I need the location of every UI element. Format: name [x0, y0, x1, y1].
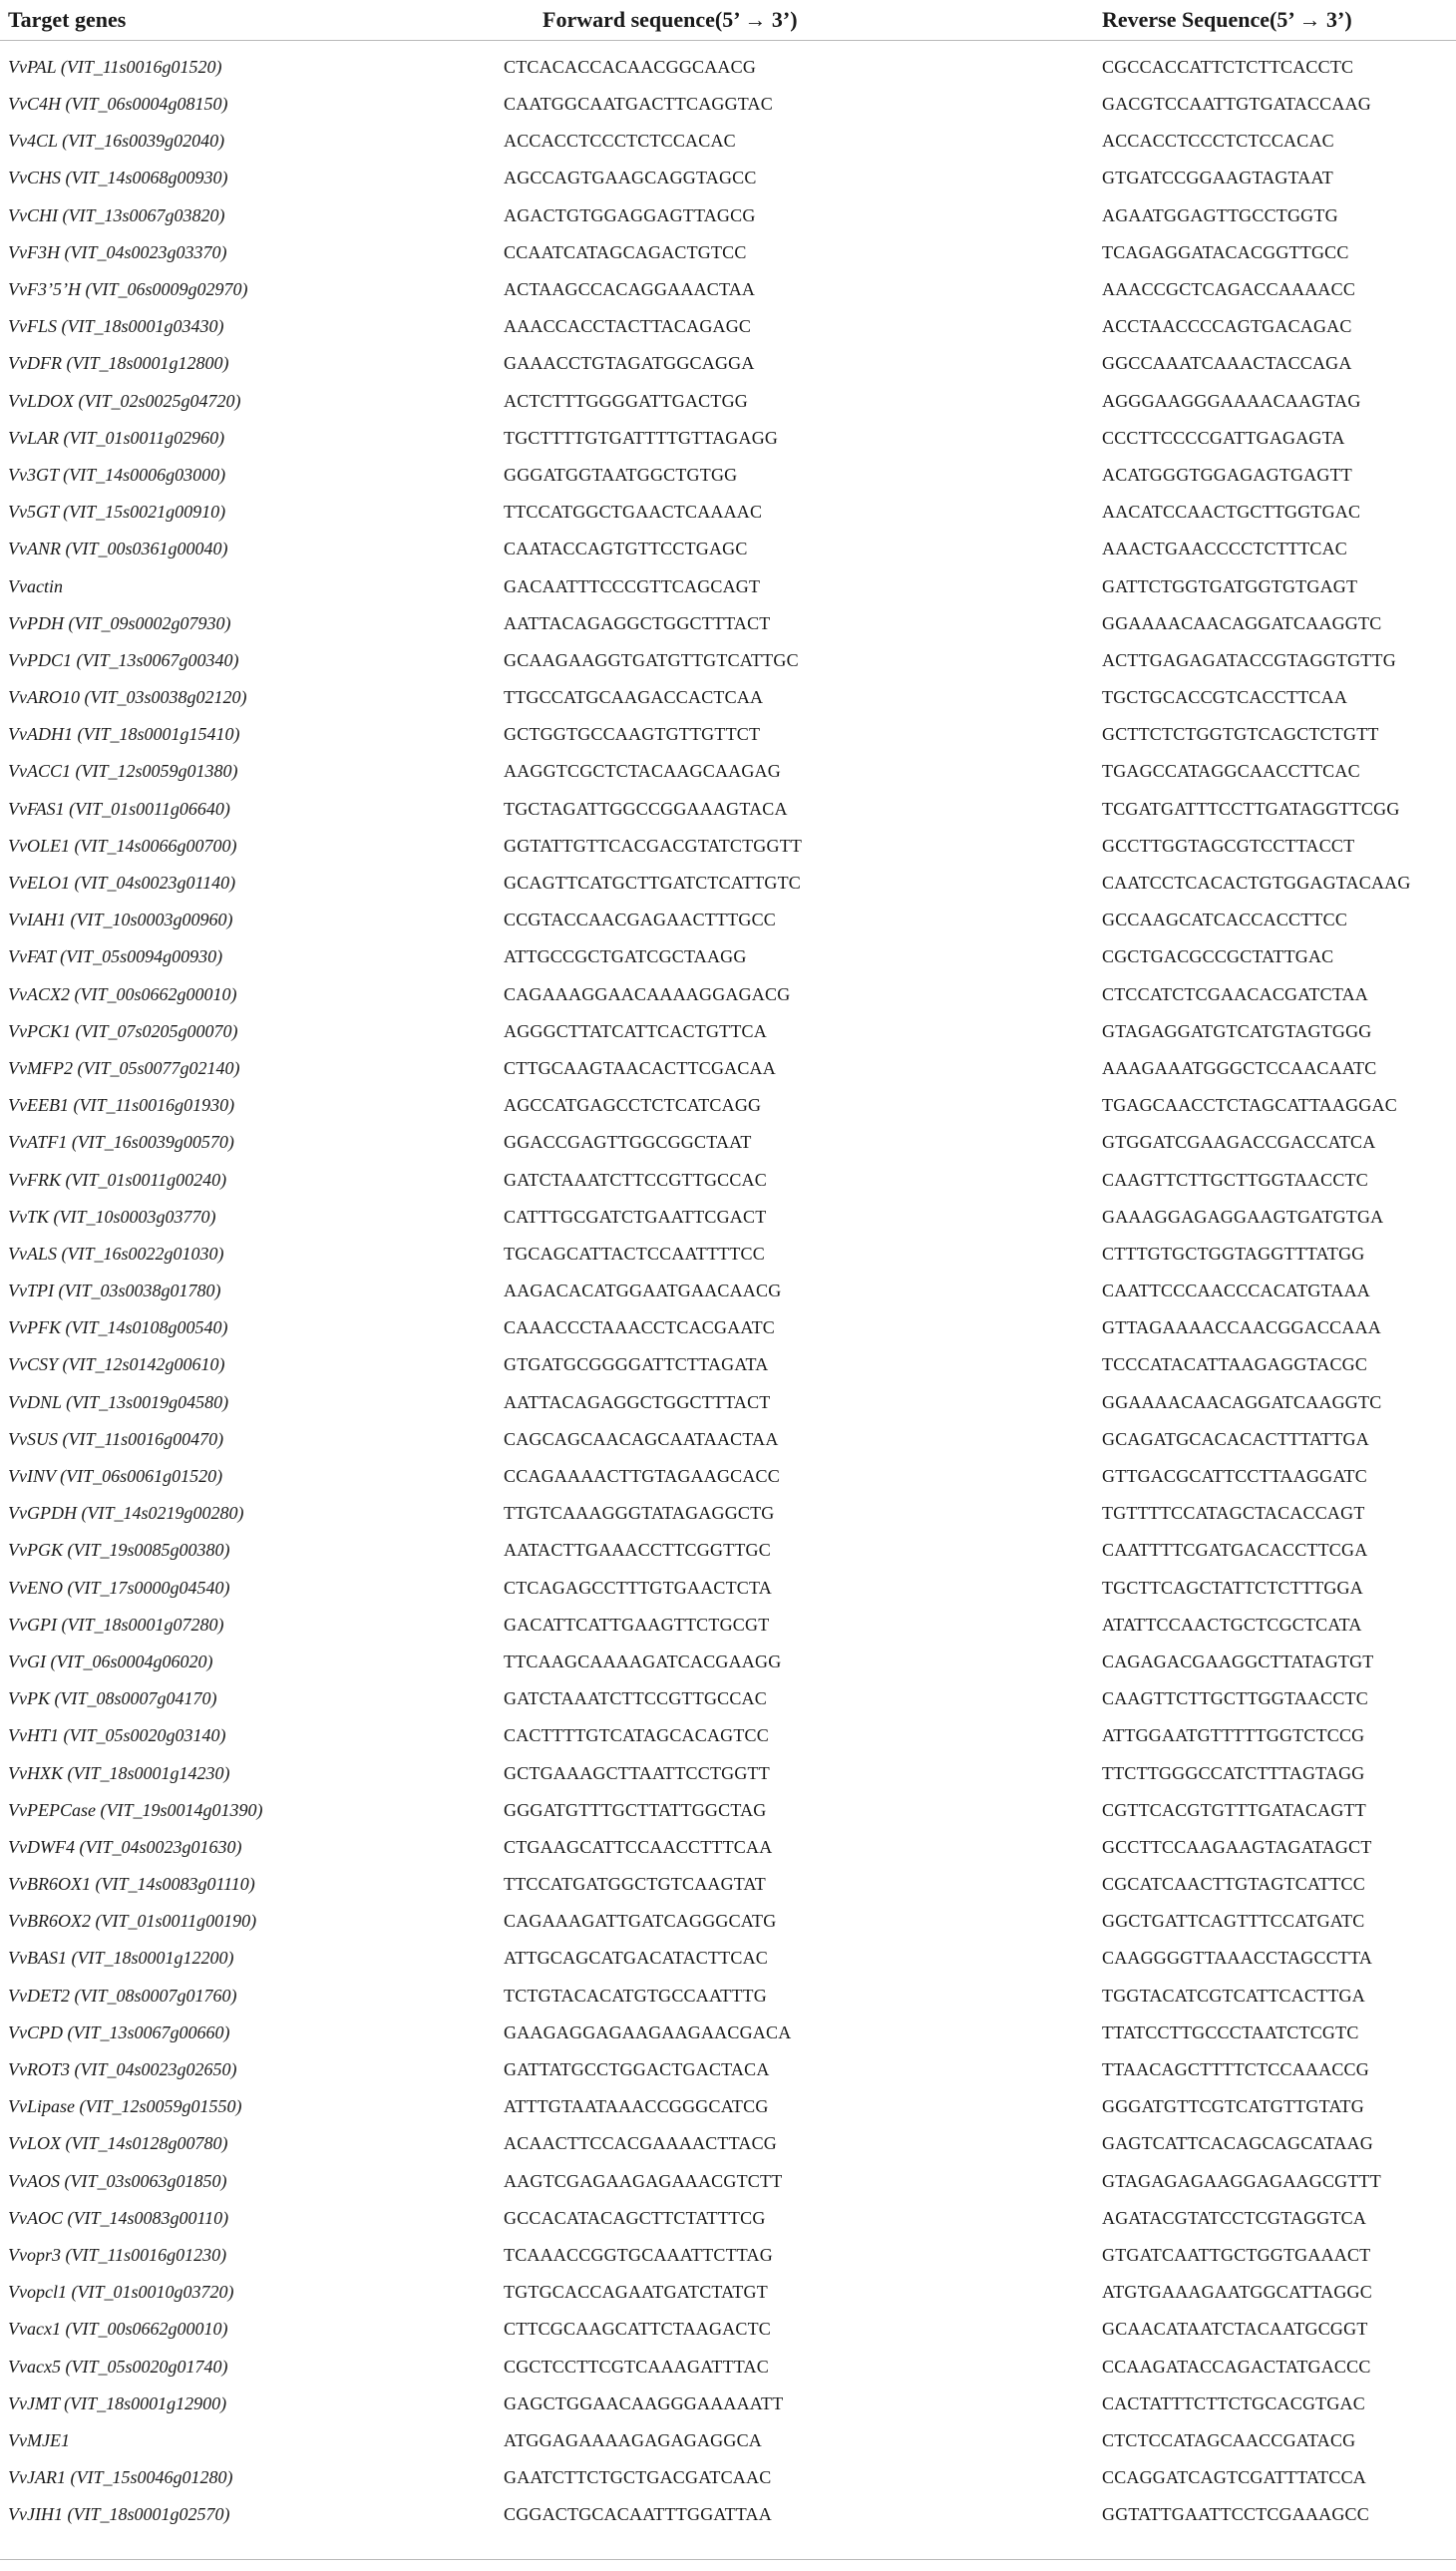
table-row [0, 938, 1456, 975]
reverse-sequence-cell: GTGATCCGGAAGTAGTAAT [1102, 168, 1333, 188]
reverse-sequence-cell: CAATCCTCACACTGTGGAGTACAAG [1102, 873, 1411, 894]
reverse-sequence-cell: TGAGCCATAGGCAACCTTCAC [1102, 761, 1360, 782]
gene-name-cell: VvPCK1 (VIT_07s0205g00070) [8, 1020, 238, 1041]
table-row [0, 1607, 1456, 1644]
reverse-sequence-cell: TGCTTCAGCTATTCTCTTTGGA [1102, 1577, 1363, 1598]
gene-name-cell: VvDWF4 (VIT_04s0023g01630) [8, 1836, 242, 1857]
gene-name-cell: VvATF1 (VIT_16s0039g00570) [8, 1132, 234, 1153]
reverse-sequence-cell: ACCACCTCCCTCTCCACAC [1102, 131, 1334, 152]
reverse-sequence-cell: GCAGATGCACACACTTTATTGA [1102, 1428, 1369, 1449]
table-row [0, 1754, 1456, 1791]
table-row [0, 976, 1456, 1013]
table-bottom-rule [0, 2559, 1456, 2560]
table-row [0, 1309, 1456, 1346]
reverse-sequence-cell: GATTCTGGTGATGGTGTGAGT [1102, 575, 1358, 596]
forward-sequence-cell: GAGCTGGAACAAGGGAAAAATT [504, 2392, 784, 2413]
table-row [0, 1680, 1456, 1717]
gene-name-cell: Vv3GT (VIT_14s0006g03000) [8, 464, 226, 485]
gene-name-cell: VvTPI (VIT_03s0038g01780) [8, 1281, 221, 1301]
table-row [0, 1903, 1456, 1940]
reverse-sequence-cell: GGTATTGAATTCCTCGAAAGCC [1102, 2504, 1369, 2525]
reverse-sequence-cell: ATGTGAAAGAATGGCATTAGGC [1102, 2282, 1372, 2303]
table-row [0, 1087, 1456, 1124]
forward-sequence-cell: GGTATTGTTCACGACGTATCTGGTT [504, 835, 803, 856]
gene-name-cell: VvGPI (VIT_18s0001g07280) [8, 1614, 224, 1635]
gene-name-cell: VvANR (VIT_00s0361g00040) [8, 539, 228, 559]
forward-sequence-cell: ACCACCTCCCTCTCCACAC [504, 131, 736, 152]
table-row [0, 2200, 1456, 2237]
reverse-sequence-cell: GTAGAGAGAAGGAGAAGCGTTT [1102, 2170, 1381, 2191]
forward-sequence-cell: TCAAACCGGTGCAAATTCTTAG [504, 2244, 773, 2265]
reverse-sequence-cell: GTTGACGCATTCCTTAAGGATC [1102, 1466, 1367, 1487]
reverse-sequence-cell: GTTAGAAAACCAACGGACCAAA [1102, 1317, 1381, 1338]
reverse-sequence-cell: GGAAAACAACAGGATCAAGGTC [1102, 1391, 1382, 1412]
table-row [0, 308, 1456, 345]
forward-sequence-cell: CAGAAAGATTGATCAGGGCATG [504, 1911, 777, 1932]
gene-name-cell: VvMFP2 (VIT_05s0077g02140) [8, 1057, 240, 1078]
table-row [0, 271, 1456, 308]
forward-sequence-cell: CCGTACCAACGAGAACTTTGCC [504, 910, 776, 930]
table-row [0, 716, 1456, 753]
forward-sequence-cell: TTCCATGGCTGAACTCAAAAC [504, 502, 763, 523]
gene-name-cell: VvLDOX (VIT_02s0025g04720) [8, 390, 241, 411]
table-row [0, 2088, 1456, 2125]
table-row [0, 2237, 1456, 2274]
reverse-sequence-cell: CTCTCCATAGCAACCGATACG [1102, 2429, 1356, 2450]
table-row [0, 1421, 1456, 1458]
forward-sequence-cell: AATACTTGAAACCTTCGGTTGC [504, 1540, 771, 1561]
reverse-sequence-cell: TGGTACATCGTCATTCACTTGA [1102, 1985, 1365, 2006]
gene-name-cell: Vvacx5 (VIT_05s0020g01740) [8, 2356, 228, 2377]
forward-sequence-cell: AGCCATGAGCCTCTCATCAGG [504, 1095, 762, 1116]
forward-sequence-cell: CAAACCCTAAACCTCACGAATC [504, 1317, 775, 1338]
forward-sequence-cell: ATGGAGAAAAGAGAGAGGCA [504, 2429, 762, 2450]
reverse-sequence-cell: CTCCATCTCGAACACGATCTAA [1102, 983, 1368, 1004]
table-row [0, 41, 1456, 87]
table-row [0, 2163, 1456, 2200]
gene-name-cell: VvCHI (VIT_13s0067g03820) [8, 204, 225, 225]
table-row [0, 1013, 1456, 1050]
reverse-sequence-cell: GCCTTCCAAGAAGTAGATAGCT [1102, 1836, 1372, 1857]
gene-name-cell: VvFAT (VIT_05s0094g00930) [8, 946, 223, 967]
forward-sequence-cell: GACAATTTCCCGTTCAGCAGT [504, 575, 761, 596]
reverse-sequence-cell: CTTTGTGCTGGTAGGTTTATGG [1102, 1243, 1365, 1264]
reverse-sequence-cell: CCAAGATACCAGACTATGACCC [1102, 2356, 1371, 2377]
gene-name-cell: Vvactin [8, 575, 63, 596]
reverse-sequence-cell: ACTTGAGAGATACCGTAGGTGTTG [1102, 649, 1396, 670]
table-row [0, 234, 1456, 271]
reverse-sequence-cell: GGAAAACAACAGGATCAAGGTC [1102, 612, 1382, 633]
gene-name-cell: VvGI (VIT_06s0004g06020) [8, 1651, 213, 1671]
forward-sequence-cell: CCAGAAAACTTGTAGAAGCACC [504, 1466, 780, 1487]
forward-sequence-cell: CAGAAAGGAACAAAAGGAGACG [504, 983, 791, 1004]
table-row [0, 494, 1456, 531]
forward-sequence-cell: CGCTCCTTCGTCAAAGATTTAC [504, 2356, 769, 2377]
gene-name-cell: VvGPDH (VIT_14s0219g00280) [8, 1503, 244, 1524]
reverse-sequence-cell: GACGTCCAATTGTGATACCAAG [1102, 94, 1371, 115]
reverse-sequence-cell: CAATTCCCAACCCACATGTAAA [1102, 1281, 1370, 1301]
gene-name-cell: VvINV (VIT_06s0061g01520) [8, 1466, 223, 1487]
gene-name-cell: VvELO1 (VIT_04s0023g01140) [8, 873, 236, 894]
reverse-sequence-cell: GGGATGTTCGTCATGTTGTATG [1102, 2096, 1364, 2117]
table-row [0, 197, 1456, 234]
table-row [0, 1792, 1456, 1829]
forward-sequence-cell: AGGGCTTATCATTCACTGTTCA [504, 1020, 767, 1041]
forward-sequence-cell: GGACCGAGTTGGCGGCTAAT [504, 1132, 752, 1153]
gene-name-cell: VvC4H (VIT_06s0004g08150) [8, 94, 228, 115]
reverse-sequence-cell: TCCCATACATTAAGAGGTACGC [1102, 1354, 1368, 1375]
gene-name-cell: VvOLE1 (VIT_14s0066g00700) [8, 835, 237, 856]
table-row [0, 123, 1456, 160]
forward-sequence-cell: GCAGTTCATGCTTGATCTCATTGTC [504, 873, 801, 894]
gene-name-cell: VvSUS (VIT_11s0016g00470) [8, 1428, 224, 1449]
gene-name-cell: VvCPD (VIT_13s0067g00660) [8, 2021, 230, 2042]
gene-name-cell: VvAOS (VIT_03s0063g01850) [8, 2170, 227, 2191]
reverse-sequence-cell: GGCTGATTCAGTTTCCATGATC [1102, 1911, 1365, 1932]
reverse-sequence-cell: GAGTCATTCACAGCAGCATAAG [1102, 2133, 1373, 2154]
gene-name-cell: VvALS (VIT_16s0022g01030) [8, 1243, 224, 1264]
gene-name-cell: Vvopcl1 (VIT_01s0010g03720) [8, 2282, 234, 2303]
gene-name-cell: VvCHS (VIT_14s0068g00930) [8, 168, 228, 188]
forward-sequence-cell: GGGATGTTTGCTTATTGGCTAG [504, 1799, 767, 1820]
forward-sequence-cell: GCCACATACAGCTTCTATTTCG [504, 2207, 766, 2228]
gene-name-cell: VvDET2 (VIT_08s0007g01760) [8, 1985, 237, 2006]
reverse-sequence-cell: CAAGTTCTTGCTTGGTAACCTC [1102, 1169, 1368, 1190]
gene-name-cell: VvADH1 (VIT_18s0001g15410) [8, 724, 240, 745]
table-row [0, 2386, 1456, 2422]
gene-name-cell: VvLOX (VIT_14s0128g00780) [8, 2133, 228, 2154]
gene-name-cell: VvBR6OX1 (VIT_14s0083g01110) [8, 1874, 255, 1895]
forward-sequence-cell: GAATCTTCTGCTGACGATCAAC [504, 2467, 772, 2488]
forward-sequence-cell: CGGACTGCACAATTTGGATTAA [504, 2504, 772, 2525]
reverse-sequence-cell: ACATGGGTGGAGAGTGAGTT [1102, 464, 1352, 485]
forward-sequence-cell: ATTGCAGCATGACATACTTCAC [504, 1948, 768, 1969]
forward-sequence-cell: GAAACCTGTAGATGGCAGGA [504, 353, 755, 374]
gene-name-cell: VvHT1 (VIT_05s0020g03140) [8, 1725, 226, 1746]
forward-sequence-cell: CTGAAGCATTCCAACCTTTCAA [504, 1836, 773, 1857]
table-row [0, 679, 1456, 716]
reverse-sequence-cell: GTAGAGGATGTCATGTAGTGGG [1102, 1020, 1372, 1041]
table-row [0, 160, 1456, 196]
reverse-sequence-cell: CGCATCAACTTGTAGTCATTCC [1102, 1874, 1365, 1895]
table-row [0, 2125, 1456, 2162]
table-row [0, 420, 1456, 457]
gene-name-cell: VvPDH (VIT_09s0002g07930) [8, 612, 231, 633]
forward-sequence-cell: GCTGAAAGCTTAATTCCTGGTT [504, 1762, 770, 1783]
forward-sequence-cell: ACAACTTCCACGAAAACTTACG [504, 2133, 777, 2154]
table-header [0, 0, 1456, 41]
reverse-sequence-cell: TTAACAGCTTTTCTCCAAACCG [1102, 2059, 1369, 2080]
table-row [0, 1532, 1456, 1569]
table-row [0, 1273, 1456, 1309]
reverse-sequence-cell: GTGGATCGAAGACCGACCATCA [1102, 1132, 1376, 1153]
forward-sequence-cell: AAGTCGAGAAGAGAAACGTCTT [504, 2170, 783, 2191]
gene-name-cell: VvARO10 (VIT_03s0038g02120) [8, 687, 247, 708]
forward-sequence-cell: TGCTTTTGTGATTTTGTTAGAGG [504, 427, 779, 448]
forward-sequence-cell: GGGATGGTAATGGCTGTGG [504, 464, 738, 485]
table-row [0, 1940, 1456, 1977]
gene-name-cell: Vvopr3 (VIT_11s0016g01230) [8, 2244, 227, 2265]
table-row [0, 1346, 1456, 1383]
table-row [0, 2274, 1456, 2311]
gene-name-cell: VvDNL (VIT_13s0019g04580) [8, 1391, 229, 1412]
forward-sequence-cell: TGCAGCATTACTCCAATTTTCC [504, 1243, 765, 1264]
table-row [0, 1717, 1456, 1754]
reverse-sequence-cell: GCCTTGGTAGCGTCCTTACCT [1102, 835, 1355, 856]
gene-name-cell: VvMJE1 [8, 2429, 70, 2450]
gene-name-cell: VvJAR1 (VIT_15s0046g01280) [8, 2467, 233, 2488]
gene-name-cell: VvEEB1 (VIT_11s0016g01930) [8, 1095, 235, 1116]
reverse-sequence-cell: AAACCGCTCAGACCAAAACC [1102, 279, 1356, 300]
forward-sequence-cell: GAAGAGGAGAAGAAGAACGACA [504, 2021, 792, 2042]
table-row [0, 865, 1456, 902]
gene-name-cell: VvPEPCase (VIT_19s0014g01390) [8, 1799, 263, 1820]
forward-sequence-cell: AAGACACATGGAATGAACAACG [504, 1281, 782, 1301]
reverse-sequence-cell: AGATACGTATCCTCGTAGGTCA [1102, 2207, 1367, 2228]
forward-sequence-cell: CCAATCATAGCAGACTGTCC [504, 241, 747, 262]
reverse-sequence-cell: GAAAGGAGAGGAAGTGATGTGA [1102, 1206, 1384, 1227]
gene-name-cell: VvJMT (VIT_18s0001g12900) [8, 2392, 227, 2413]
forward-sequence-cell: CAATGGCAATGACTTCAGGTAC [504, 94, 773, 115]
table-row [0, 605, 1456, 642]
reverse-sequence-cell: GCTTCTCTGGTGTCAGCTCTGTT [1102, 724, 1379, 745]
forward-sequence-cell: ATTGCCGCTGATCGCTAAGG [504, 946, 747, 967]
table-row [0, 1829, 1456, 1866]
reverse-sequence-cell: TGCTGCACCGTCACCTTCAA [1102, 687, 1348, 708]
gene-name-cell: VvFRK (VIT_01s0011g00240) [8, 1169, 227, 1190]
gene-name-cell: VvACX2 (VIT_00s0662g00010) [8, 983, 237, 1004]
table-row [0, 531, 1456, 567]
gene-name-cell: VvPFK (VIT_14s0108g00540) [8, 1317, 228, 1338]
table-row [0, 2051, 1456, 2088]
gene-name-cell: VvROT3 (VIT_04s0023g02650) [8, 2059, 237, 2080]
gene-name-cell: VvHXK (VIT_18s0001g14230) [8, 1762, 230, 1783]
gene-name-cell: VvENO (VIT_17s0000g04540) [8, 1577, 230, 1598]
gene-name-cell: VvBAS1 (VIT_18s0001g12200) [8, 1948, 234, 1969]
header-target-genes: Target genes [0, 0, 504, 41]
table-row [0, 902, 1456, 938]
gene-name-cell: VvPDC1 (VIT_13s0067g00340) [8, 649, 239, 670]
reverse-sequence-cell: GCCAAGCATCACCACCTTCC [1102, 910, 1348, 930]
gene-name-cell: VvPK (VIT_08s0007g04170) [8, 1688, 217, 1709]
forward-sequence-cell: AGACTGTGGAGGAGTTAGCG [504, 204, 756, 225]
gene-name-cell: VvTK (VIT_10s0003g03770) [8, 1206, 216, 1227]
forward-sequence-cell: AGCCAGTGAAGCAGGTAGCC [504, 168, 757, 188]
table-row [0, 2311, 1456, 2348]
forward-sequence-cell: ACTCTTTGGGGATTGACTGG [504, 390, 748, 411]
forward-sequence-cell: CTTCGCAAGCATTCTAAGACTC [504, 2319, 771, 2340]
reverse-sequence-cell: TGAGCAACCTCTAGCATTAAGGAC [1102, 1095, 1397, 1116]
forward-sequence-cell: GTGATGCGGGGATTCTTAGATA [504, 1354, 769, 1375]
forward-sequence-cell: TTCCATGATGGCTGTCAAGTAT [504, 1874, 766, 1895]
table-row [0, 1161, 1456, 1198]
gene-name-cell: Vv4CL (VIT_16s0039g02040) [8, 131, 225, 152]
table-row [0, 2496, 1456, 2533]
header-row [0, 0, 1456, 41]
forward-sequence-cell: GATCTAAATCTTCCGTTGCCAC [504, 1688, 767, 1709]
table-row [0, 567, 1456, 604]
reverse-sequence-cell: CAATTTTCGATGACACCTTCGA [1102, 1540, 1368, 1561]
reverse-sequence-cell: AAACTGAACCCCTCTTTCAC [1102, 539, 1348, 559]
reverse-sequence-cell: TGTTTTCCATAGCTACACCAGT [1102, 1503, 1365, 1524]
forward-sequence-cell: GACATTCATTGAAGTTCTGCGT [504, 1614, 770, 1635]
table-row [0, 1050, 1456, 1087]
forward-sequence-cell: CAGCAGCAACAGCAATAACTAA [504, 1428, 779, 1449]
table-row [0, 2348, 1456, 2385]
gene-name-cell: VvIAH1 (VIT_10s0003g00960) [8, 910, 233, 930]
reverse-sequence-cell: CGCCACCATTCTCTTCACCTC [1102, 57, 1354, 77]
header-reverse-sequence: Reverse Sequence(5’ → 3’) [1102, 0, 1456, 41]
reverse-sequence-cell: CAAGTTCTTGCTTGGTAACCTC [1102, 1688, 1368, 1709]
forward-sequence-cell: CATTTGCGATCTGAATTCGACT [504, 1206, 767, 1227]
forward-sequence-cell: CAATACCAGTGTTCCTGAGC [504, 539, 748, 559]
table-row [0, 1978, 1456, 2015]
reverse-sequence-cell: CAAGGGGTTAAACCTAGCCTTA [1102, 1948, 1373, 1969]
table-row [0, 828, 1456, 865]
table-row [0, 1236, 1456, 1273]
forward-sequence-cell: TGCTAGATTGGCCGGAAAGTACA [504, 798, 788, 819]
forward-sequence-cell: CTCACACCACAACGGCAACG [504, 57, 757, 77]
gene-name-cell: VvBR6OX2 (VIT_01s0011g00190) [8, 1911, 257, 1932]
forward-sequence-cell: GATTATGCCTGGACTGACTACA [504, 2059, 770, 2080]
table-row [0, 1384, 1456, 1421]
forward-sequence-cell: AAACCACCTACTTACAGAGC [504, 316, 752, 337]
reverse-sequence-cell: TTATCCTTGCCCTAATCTCGTC [1102, 2021, 1359, 2042]
reverse-sequence-cell: CGCTGACGCCGCTATTGAC [1102, 946, 1334, 967]
reverse-sequence-cell: AAAGAAATGGGCTCCAACAATC [1102, 1057, 1377, 1078]
forward-sequence-cell: ATTTGTAATAAACCGGGCATCG [504, 2096, 769, 2117]
table-row [0, 1644, 1456, 1680]
table-row [0, 1495, 1456, 1532]
gene-name-cell: VvAOC (VIT_14s0083g00110) [8, 2207, 229, 2228]
table-row [0, 1199, 1456, 1236]
forward-sequence-cell: TTCAAGCAAAAGATCACGAAGG [504, 1651, 782, 1671]
reverse-sequence-cell: CAGAGACGAAGGCTTATAGTGT [1102, 1651, 1374, 1671]
reverse-sequence-cell: ACCTAACCCCAGTGACAGAC [1102, 316, 1352, 337]
table-row [0, 1458, 1456, 1495]
gene-name-cell: VvDFR (VIT_18s0001g12800) [8, 353, 229, 374]
table-row [0, 345, 1456, 382]
table-row [0, 2459, 1456, 2496]
table-body [0, 41, 1456, 2534]
reverse-sequence-cell: AGAATGGAGTTGCCTGGTG [1102, 204, 1338, 225]
forward-sequence-cell: ACTAAGCCACAGGAAACTAA [504, 279, 756, 300]
reverse-sequence-cell: AGGGAAGGGAAAACAAGTAG [1102, 390, 1361, 411]
reverse-sequence-cell: ATTGGAATGTTTTTGGTCTCCG [1102, 1725, 1365, 1746]
forward-sequence-cell: CACTTTTGTCATAGCACAGTCC [504, 1725, 769, 1746]
gene-name-cell: Vvacx1 (VIT_00s0662g00010) [8, 2319, 228, 2340]
gene-name-cell: VvFAS1 (VIT_01s0011g06640) [8, 798, 230, 819]
gene-name-cell: VvLAR (VIT_01s0011g02960) [8, 427, 225, 448]
reverse-sequence-cell: CCAGGATCAGTCGATTTATCCA [1102, 2467, 1366, 2488]
gene-name-cell: VvPAL (VIT_11s0016g01520) [8, 57, 222, 77]
table-row [0, 457, 1456, 494]
forward-sequence-cell: TCTGTACACATGTGCCAATTTG [504, 1985, 767, 2006]
table-row [0, 1124, 1456, 1161]
reverse-sequence-cell: TTCTTGGGCCATCTTTAGTAGG [1102, 1762, 1365, 1783]
reverse-sequence-cell: CACTATTTCTTCTGCACGTGAC [1102, 2392, 1365, 2413]
reverse-sequence-cell: GTGATCAATTGCTGGTGAAACT [1102, 2244, 1371, 2265]
header-forward-sequence: Forward sequence(5’ → 3’) [504, 0, 1102, 41]
reverse-sequence-cell: TCGATGATTTCCTTGATAGGTTCGG [1102, 798, 1400, 819]
forward-sequence-cell: GATCTAAATCTTCCGTTGCCAC [504, 1169, 767, 1190]
forward-sequence-cell: CTTGCAAGTAACACTTCGACAA [504, 1057, 776, 1078]
table-row [0, 2015, 1456, 2051]
table-row [0, 86, 1456, 123]
table-row [0, 642, 1456, 679]
gene-name-cell: VvF3H (VIT_04s0023g03370) [8, 241, 227, 262]
forward-sequence-cell: GCTGGTGCCAAGTGTTGTTCT [504, 724, 761, 745]
table-row [0, 1866, 1456, 1903]
gene-name-cell: VvCSY (VIT_12s0142g00610) [8, 1354, 225, 1375]
gene-name-cell: VvLipase (VIT_12s0059g01550) [8, 2096, 242, 2117]
reverse-sequence-cell: GGCCAAATCAAACTACCAGA [1102, 353, 1352, 374]
table-row [0, 791, 1456, 828]
gene-name-cell: VvFLS (VIT_18s0001g03430) [8, 316, 224, 337]
forward-sequence-cell: TGTGCACCAGAATGATCTATGT [504, 2282, 768, 2303]
reverse-sequence-cell: CCCTTCCCCGATTGAGAGTA [1102, 427, 1345, 448]
reverse-sequence-cell: TCAGAGGATACACGGTTGCC [1102, 241, 1349, 262]
forward-sequence-cell: GCAAGAAGGTGATGTTGTCATTGC [504, 649, 799, 670]
reverse-sequence-cell: AACATCCAACTGCTTGGTGAC [1102, 502, 1361, 523]
gene-name-cell: VvPGK (VIT_19s0085g00380) [8, 1540, 230, 1561]
reverse-sequence-cell: CGTTCACGTGTTTGATACAGTT [1102, 1799, 1366, 1820]
reverse-sequence-cell: ATATTCCAACTGCTCGCTCATA [1102, 1614, 1362, 1635]
forward-sequence-cell: CTCAGAGCCTTTGTGAACTCTA [504, 1577, 772, 1598]
forward-sequence-cell: TTGCCATGCAAGACCACTCAA [504, 687, 764, 708]
gene-name-cell: VvJIH1 (VIT_18s0001g02570) [8, 2504, 230, 2525]
table-row [0, 753, 1456, 790]
gene-name-cell: Vv5GT (VIT_15s0021g00910) [8, 502, 226, 523]
forward-sequence-cell: AATTACAGAGGCTGGCTTTACT [504, 1391, 771, 1412]
table-row [0, 383, 1456, 420]
forward-sequence-cell: AATTACAGAGGCTGGCTTTACT [504, 612, 771, 633]
reverse-sequence-cell: GCAACATAATCTACAATGCGGT [1102, 2319, 1368, 2340]
gene-name-cell: VvACC1 (VIT_12s0059g01380) [8, 761, 238, 782]
table-row [0, 2422, 1456, 2459]
forward-sequence-cell: TTGTCAAAGGGTATAGAGGCTG [504, 1503, 775, 1524]
forward-sequence-cell: AAGGTCGCTCTACAAGCAAGAG [504, 761, 781, 782]
gene-name-cell: VvF3’5’H (VIT_06s0009g02970) [8, 279, 248, 300]
table-row [0, 1570, 1456, 1607]
